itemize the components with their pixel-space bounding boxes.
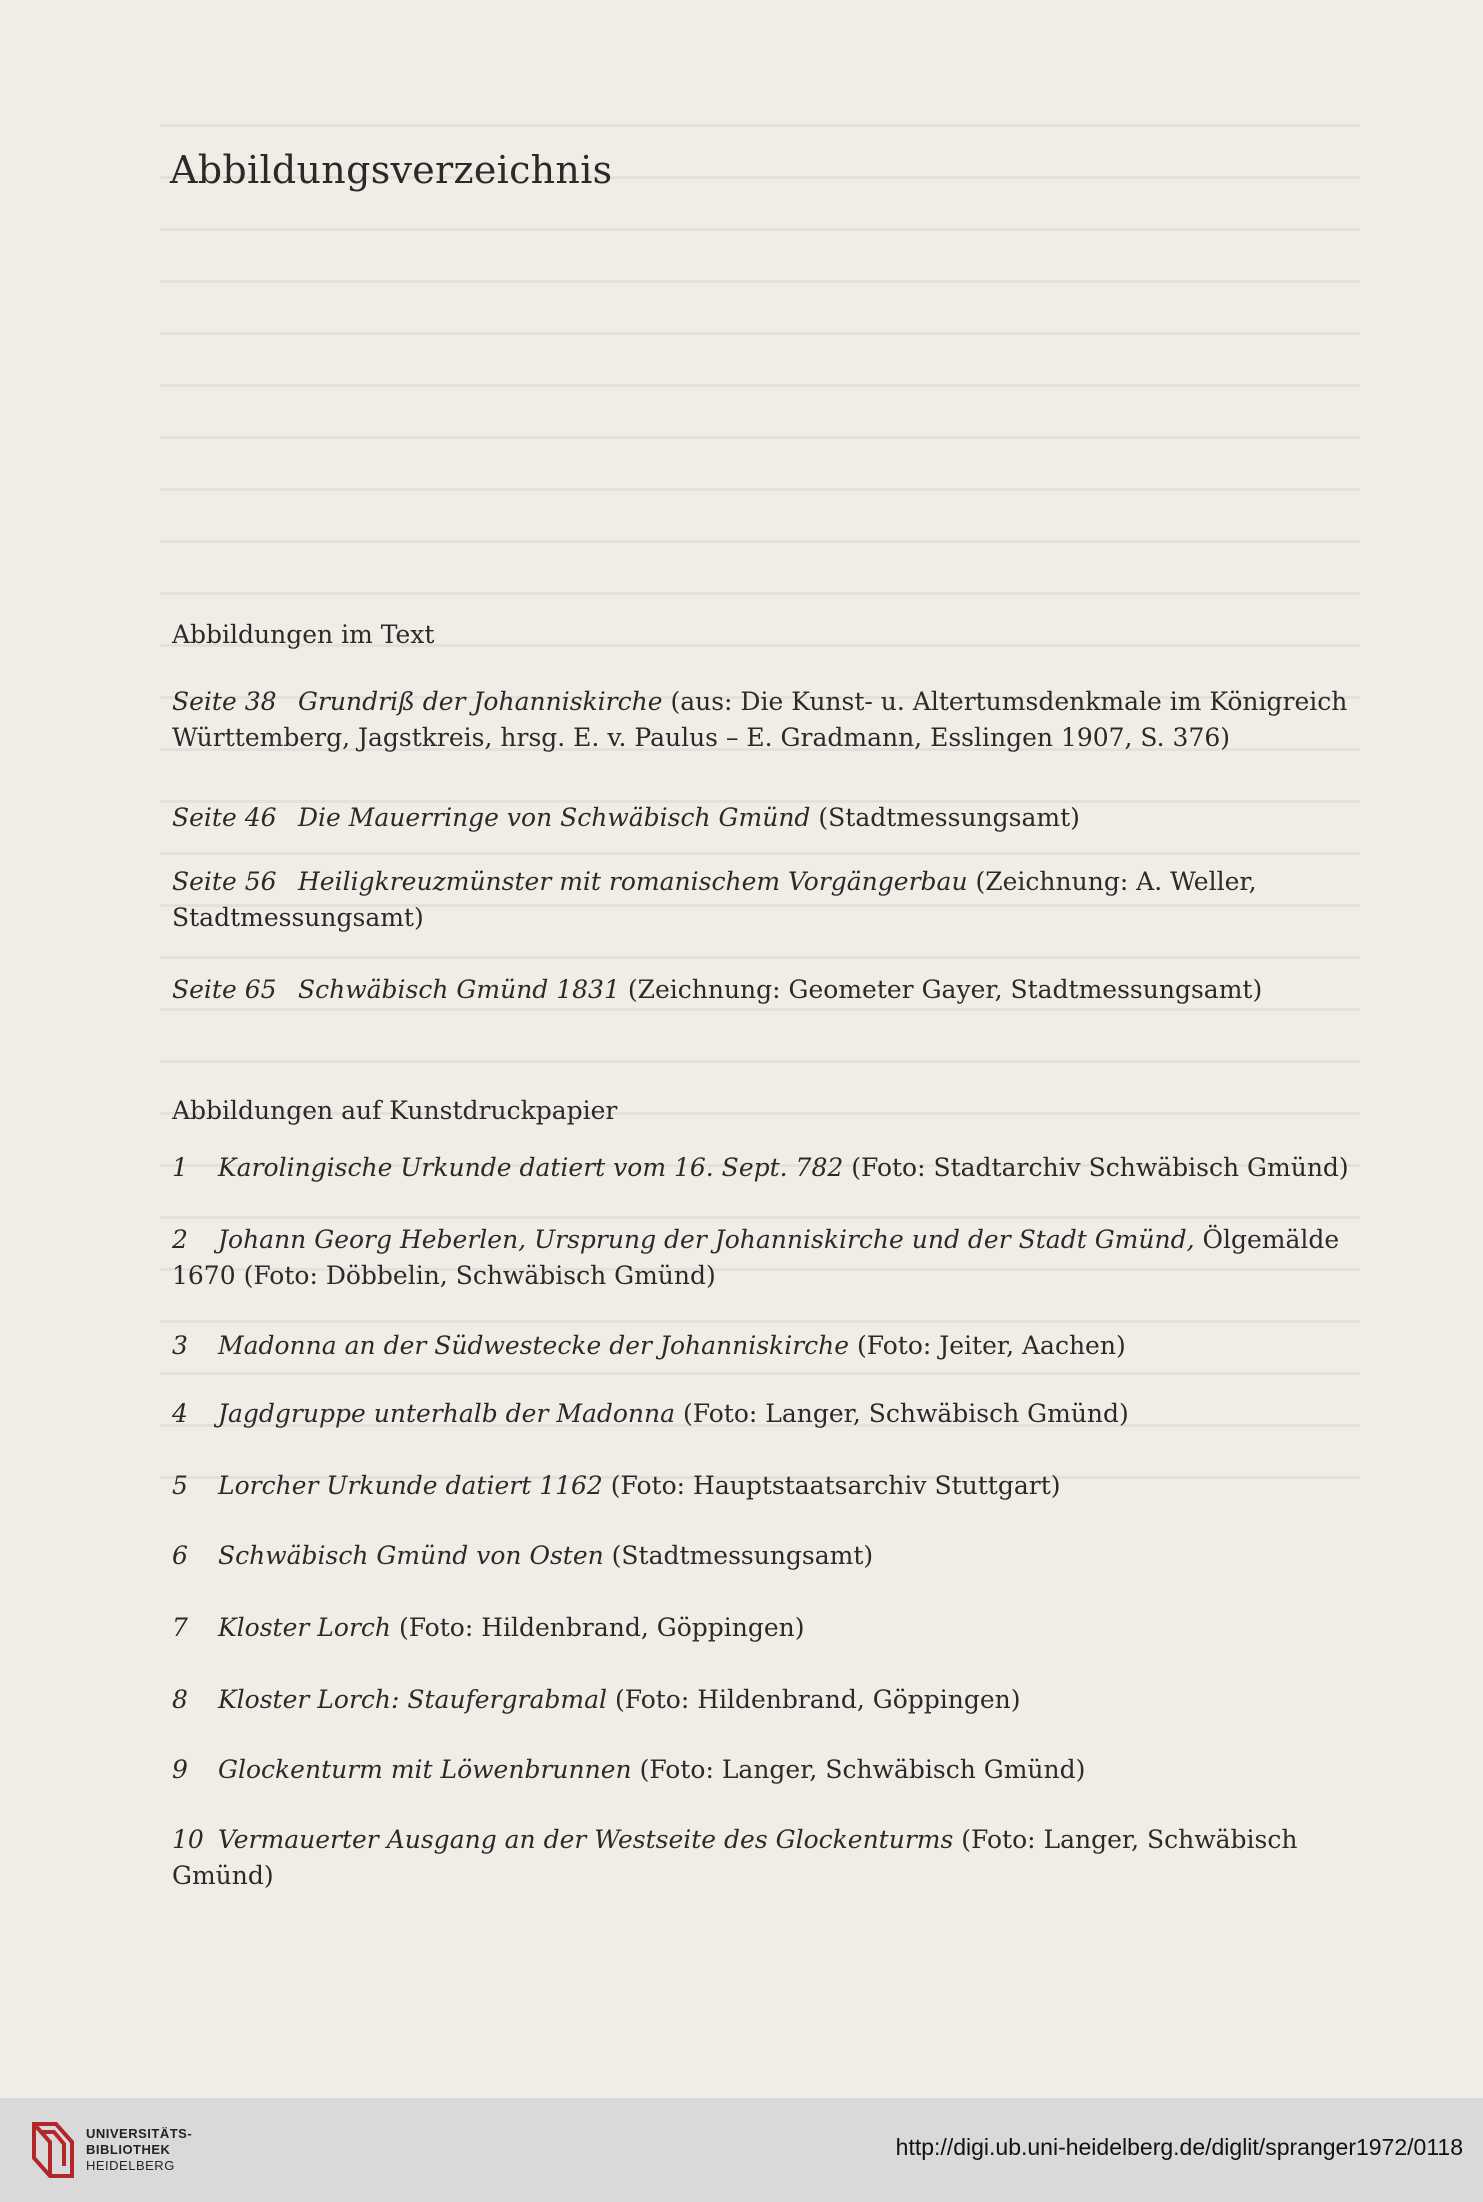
entry-ref: 7: [172, 1613, 188, 1642]
entry-caption: Kloster Lorch: Staufergrabmal: [218, 1685, 608, 1714]
entry-source: (Foto: Jeiter, Aachen): [849, 1331, 1126, 1360]
entry-ref: Seite 46: [172, 803, 277, 832]
entry-source: (Foto: Hildenbrand, Göppingen): [391, 1613, 805, 1642]
entry-ref: Seite 38: [172, 687, 277, 716]
list-item: [172, 1150, 1372, 1186]
entry-caption: Heiligkreuzmünster mit romanischem Vorgängerbau: [298, 867, 968, 896]
entry-source: (Foto: Hauptstaatsarchiv Stuttgart): [602, 1471, 1061, 1500]
section-heading-text-figures: Abbildungen im Text: [172, 620, 435, 649]
entry-caption: Kloster Lorch: [218, 1613, 391, 1642]
entry-ref: 4: [172, 1399, 188, 1428]
logo-line: HEIDELBERG: [86, 2158, 175, 2173]
entry-source: (Foto: Hildenbrand, Göppingen): [607, 1685, 1021, 1714]
entry-caption: Lorcher Urkunde datiert 1162: [218, 1471, 603, 1500]
entry-caption: Grundriß der Johanniskirche: [298, 687, 663, 716]
entry-source: Ölgemälde 1670 (Foto: Döbbelin, Schwäbisch Gmünd): [172, 1225, 1340, 1290]
entry-ref: Seite 56: [172, 867, 277, 896]
entry-source: (aus: Die Kunst- u. Altertumsdenkmale im Königreich Württemberg, Jagstkreis, hrsg. E. v. Paulus – E. Gradmann, Esslingen 1907, S. 376): [172, 687, 1348, 752]
entry-source: (Foto: Langer, Schwäbisch Gmünd): [631, 1755, 1086, 1784]
list-item: [172, 1468, 1372, 1504]
entry-ref: 9: [172, 1755, 188, 1784]
footer-bar: [0, 2098, 1483, 2202]
list-item: [172, 1822, 1372, 1894]
entry-source: (Zeichnung: A. Weller, Stadtmessungsamt): [172, 867, 1257, 932]
page-title: Abbildungsverzeichnis: [170, 148, 613, 192]
list-item: [172, 1396, 1372, 1432]
list-item: [172, 1610, 1372, 1646]
entry-ref: Seite 65: [172, 975, 277, 1004]
list-item: [172, 1752, 1372, 1788]
entry-caption: Karolingische Urkunde datiert vom 16. Sept. 782: [218, 1153, 844, 1182]
entry-caption: Vermauerter Ausgang an der Westseite des Glockenturms: [218, 1825, 954, 1854]
entry-caption: Schwäbisch Gmünd von Osten: [218, 1541, 604, 1570]
entry-caption: Glockenturm mit Löwenbrunnen: [218, 1755, 632, 1784]
entry-ref: 3: [172, 1331, 188, 1360]
entry-ref: 5: [172, 1471, 188, 1500]
source-url-link[interactable]: http://digi.ub.uni-heidelberg.de/diglit/spranger1972/0118: [895, 2134, 1463, 2160]
logo-line: UNIVERSITÄTS-: [86, 2126, 193, 2141]
list-item: [172, 1328, 1372, 1364]
entry-source: (Foto: Stadtarchiv Schwäbisch Gmünd): [843, 1153, 1349, 1182]
entry-ref: 8: [172, 1685, 188, 1714]
library-logo-text: [86, 2126, 192, 2174]
entry-ref: 2: [172, 1225, 188, 1254]
entry-ref: 6: [172, 1541, 188, 1570]
entry-caption: Madonna an der Südwestecke der Johanniskirche: [218, 1331, 850, 1360]
list-item: [172, 1222, 1372, 1294]
entry-caption: Jagdgruppe unterhalb der Madonna: [218, 1399, 676, 1428]
entry-caption: Die Mauerringe von Schwäbisch Gmünd: [298, 803, 811, 832]
library-logo-icon: [30, 2120, 76, 2180]
list-item: [172, 800, 1372, 836]
section-heading-plate-figures: Abbildungen auf Kunstdruckpapier: [172, 1096, 618, 1125]
list-item: [172, 684, 1372, 756]
entry-source: (Foto: Langer, Schwäbisch Gmünd): [675, 1399, 1129, 1428]
logo-line: BIBLIOTHEK: [86, 2142, 171, 2157]
entry-ref: 1: [172, 1153, 188, 1182]
entry-caption: Schwäbisch Gmünd 1831: [298, 975, 620, 1004]
entry-caption: Johann Georg Heberlen, Ursprung der Johanniskirche und der Stadt Gmünd,: [218, 1225, 1195, 1254]
entry-source: (Zeichnung: Geometer Gayer, Stadtmessungsamt): [619, 975, 1263, 1004]
list-item: [172, 864, 1372, 936]
entry-source: (Stadtmessungsamt): [810, 803, 1080, 832]
entry-ref: 10: [172, 1825, 204, 1854]
entry-source: (Foto: Langer, Schwäbisch Gmünd): [172, 1825, 1298, 1890]
list-item: [172, 1682, 1372, 1718]
list-item: [172, 1538, 1372, 1574]
entry-source: (Stadtmessungsamt): [603, 1541, 874, 1570]
list-item: [172, 972, 1372, 1008]
